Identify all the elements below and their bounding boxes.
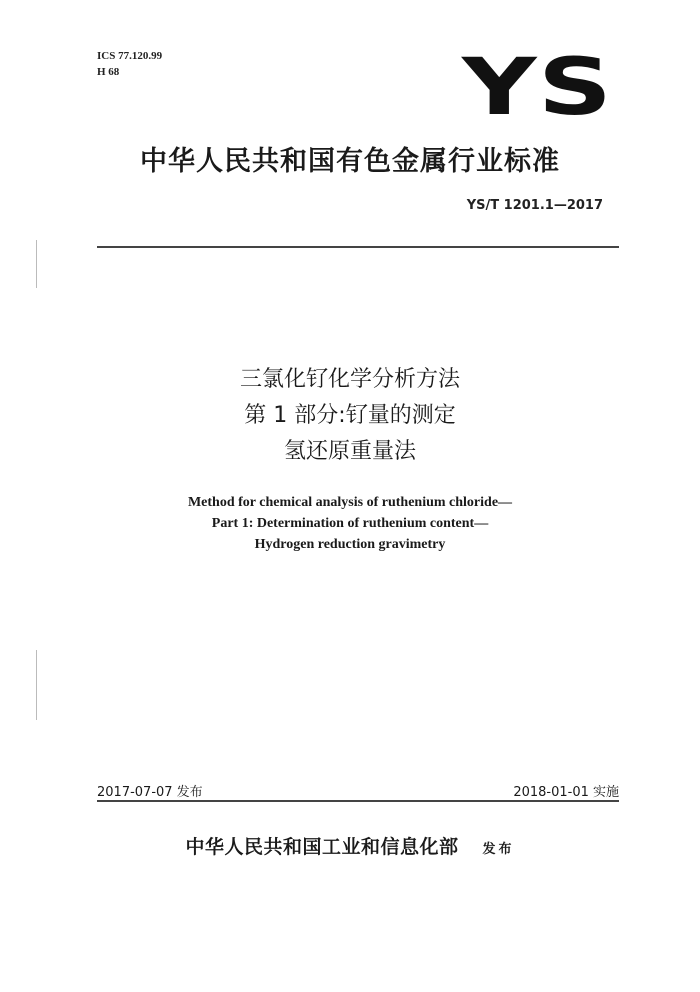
chinese-title-line-2: 第 1 部分:钌量的测定	[244, 403, 456, 428]
bottom-divider	[97, 800, 619, 802]
english-title	[0, 492, 700, 555]
english-title-line-3: Hydrogen reduction gravimetry	[254, 537, 446, 552]
implementation-date: 2018-01-01 实施	[513, 785, 619, 800]
publish-label: 发布	[482, 842, 515, 857]
top-divider	[97, 246, 619, 248]
chinese-title	[0, 362, 700, 470]
chinese-title-line-1: 三氯化钌化学分析方法	[239, 367, 460, 392]
publisher-row	[0, 832, 700, 859]
issue-date: 2017-07-07 发布	[97, 785, 203, 800]
ics-code: ICS 77.120.99	[97, 50, 163, 62]
publisher-name: 中华人民共和国工业和信息化部	[185, 836, 459, 858]
english-title-line-1: Method for chemical analysis of ruthenium chloride—	[187, 495, 513, 510]
ys-logo: YS	[462, 43, 614, 133]
chinese-title-line-3: 氢还原重量法	[283, 439, 416, 464]
ccs-code: H 68	[97, 66, 120, 78]
scan-artifact	[36, 650, 37, 720]
standard-number: YS/T 1201.1—2017	[466, 198, 603, 213]
scan-artifact	[36, 240, 37, 288]
english-title-line-2: Part 1: Determination of ruthenium content—	[211, 516, 489, 531]
industry-standard-title: 中华人民共和国有色金属行业标准	[140, 146, 560, 177]
